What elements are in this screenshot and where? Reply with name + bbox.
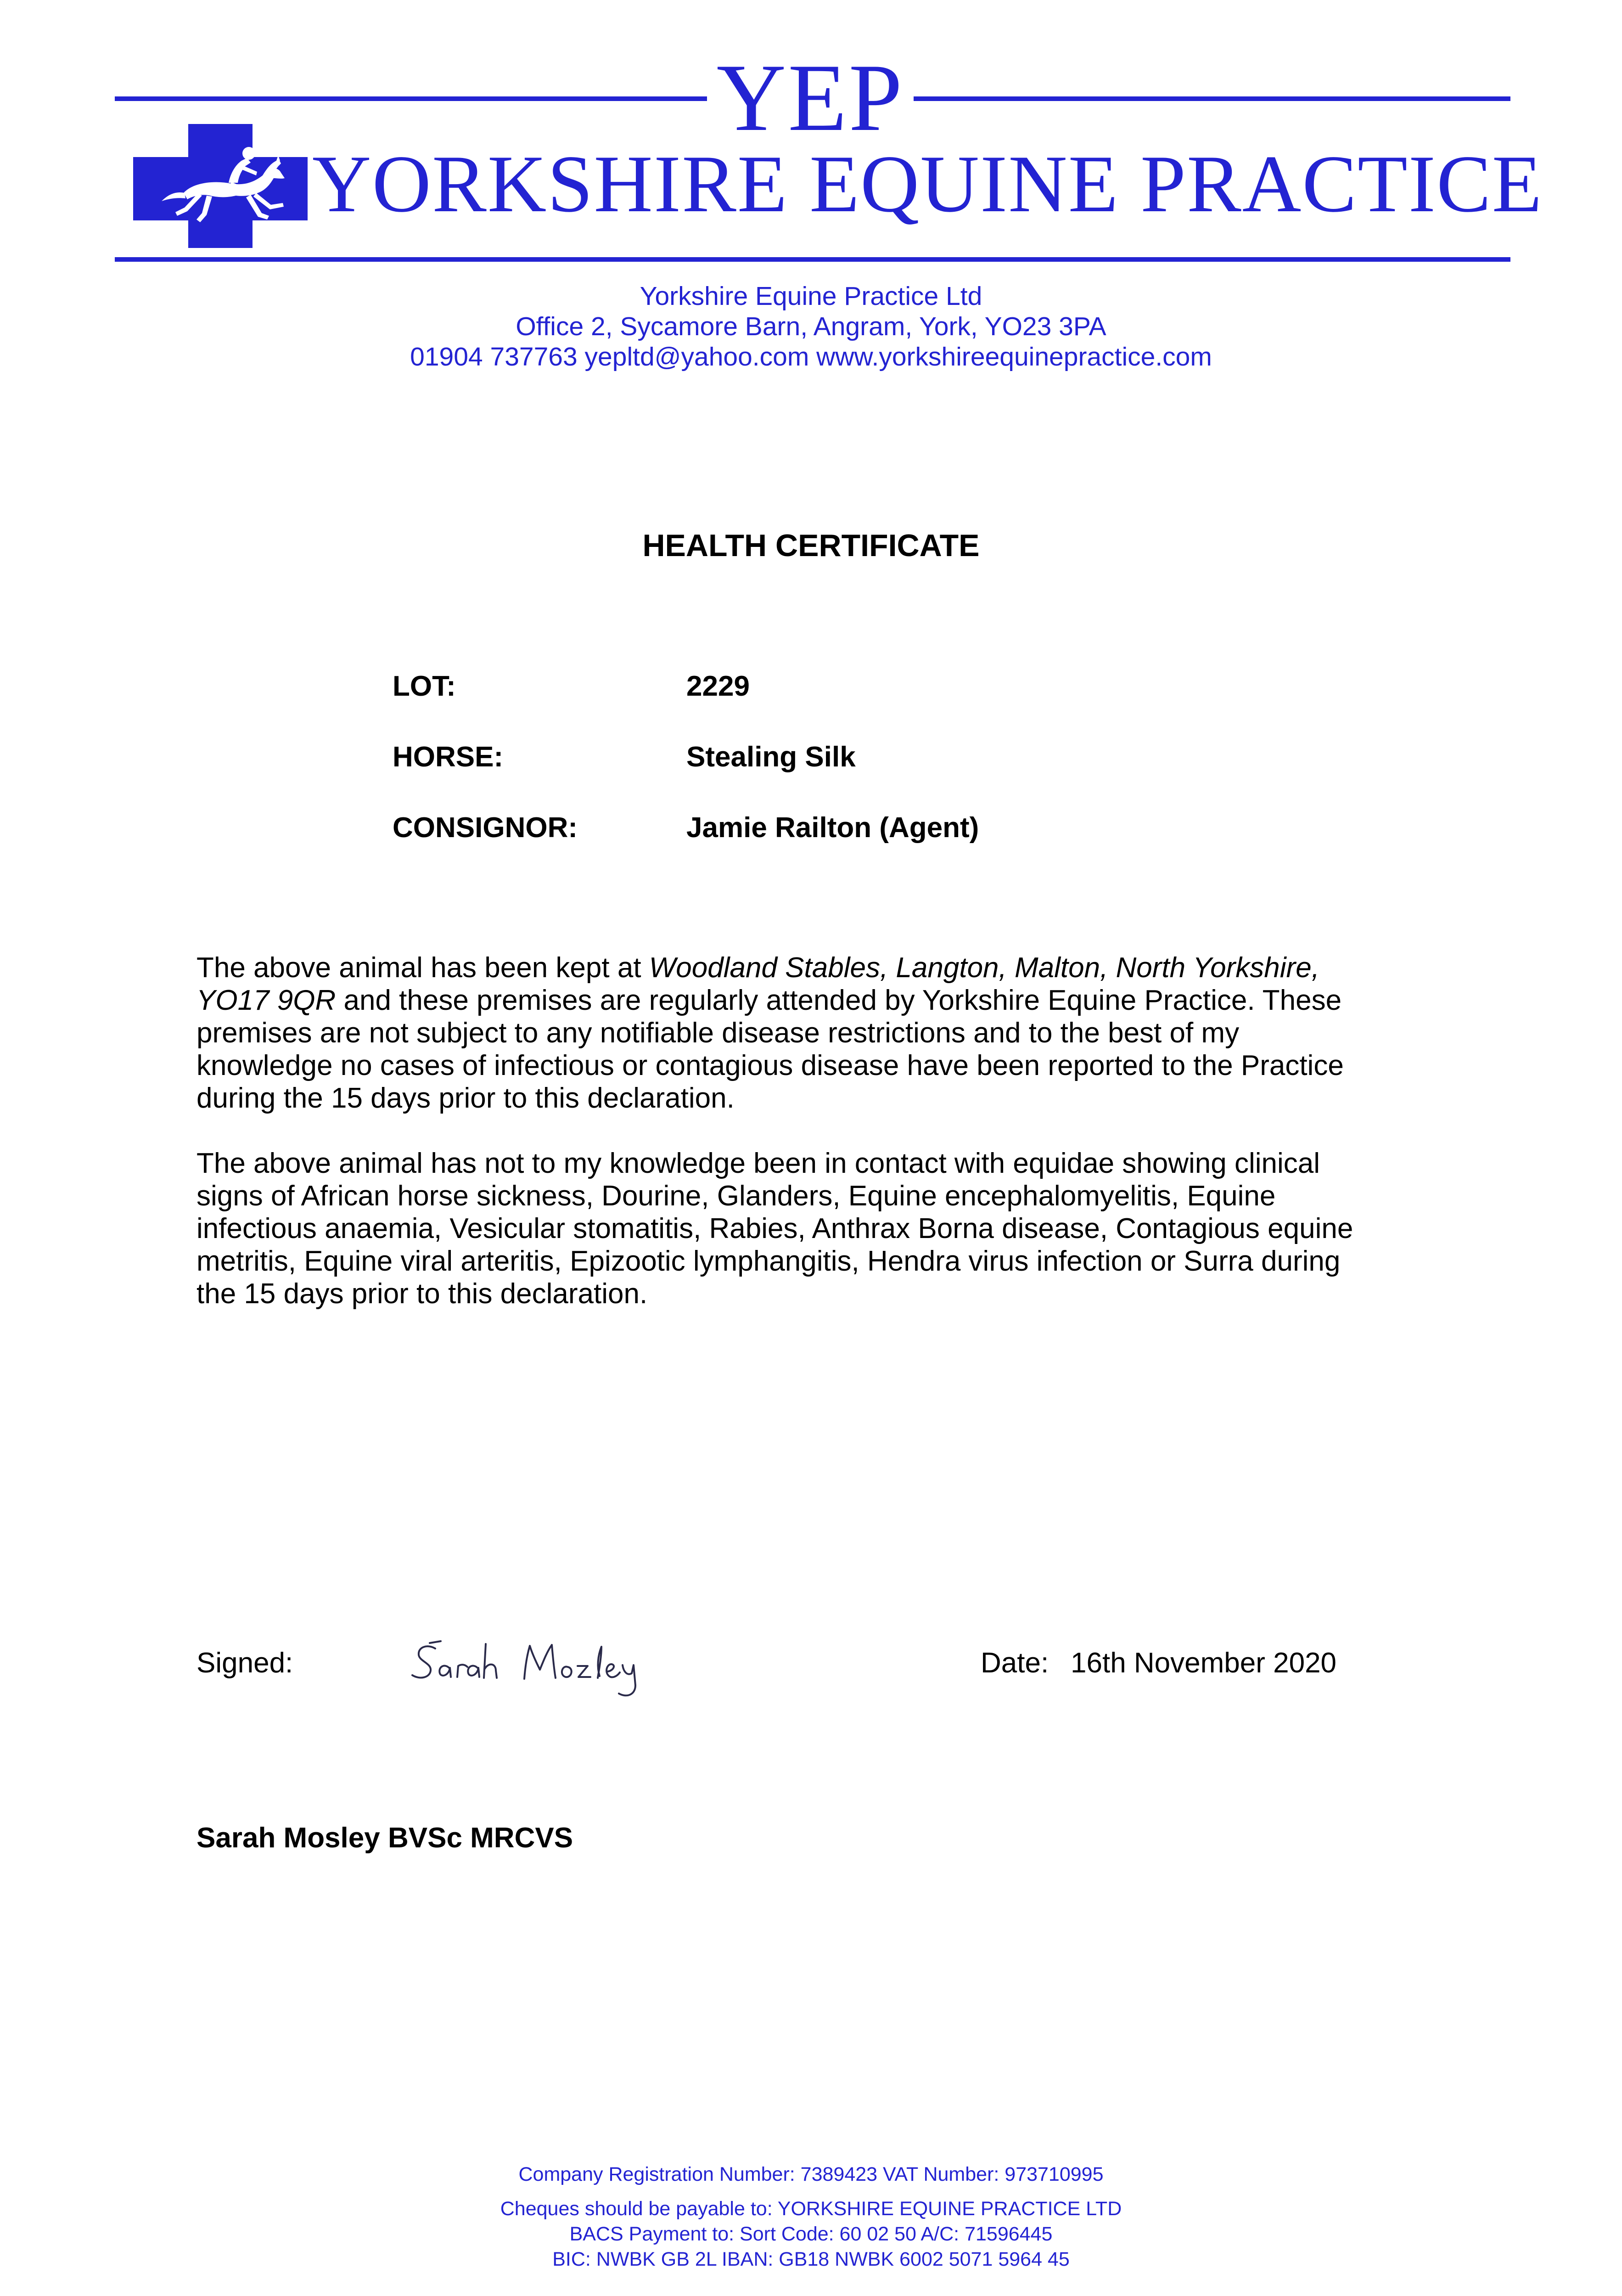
letterhead-practice-name: YORKSHIRE EQUINE PRACTICE <box>312 138 1543 229</box>
text-span: The above animal has been kept at <box>196 952 649 984</box>
footer-registration-line: Company Registration Number: 7389423 VAT Number: 973710995 <box>518 2163 1104 2185</box>
paragraph-line: infectious anaemia, Vesicular stomatitis, Rabies, Anthrax Borna disease, Contagious equine <box>196 1213 1353 1244</box>
letterhead-rule-top-right <box>914 96 1510 101</box>
consignor-label: CONSIGNOR: <box>393 812 578 844</box>
paragraph-line: the 15 days prior to this declaration. <box>196 1278 648 1310</box>
declaration-paragraph-diseases <box>196 1147 1436 1310</box>
vet-name: Sarah Mosley BVSc MRCVS <box>196 1822 573 1854</box>
paragraph-line <box>196 984 1436 1017</box>
letterhead-rule-top-left <box>115 96 707 101</box>
company-address: Office 2, Sycamore Barn, Angram, York, YO23 3PA <box>516 312 1106 341</box>
premises-address: Woodland Stables, Langton, Malton, North Yorkshire, <box>649 952 1319 984</box>
paragraph-line: signs of African horse sickness, Dourine, Glanders, Equine encephalomyelitis, Equine <box>196 1180 1276 1212</box>
paragraph-line: premises are not subject to any notifiable disease restrictions and to the best of my <box>196 1017 1240 1049</box>
paragraph-line <box>196 951 1436 984</box>
declaration-paragraph-premises <box>196 951 1436 1114</box>
paragraph-line: The above animal has not to my knowledge been in contact with equidae showing clinical <box>196 1148 1320 1179</box>
footer-iban-line: BIC: NWBK GB 2L IBAN: GB18 NWBK 6002 5071 5964 45 <box>552 2248 1070 2270</box>
detail-row-consignor <box>393 810 1448 880</box>
paragraph-line: knowledge no cases of infectious or contagious disease have been reported to the Practice <box>196 1050 1344 1081</box>
detail-row-horse <box>393 739 1448 810</box>
footer-payment <box>0 2196 1622 2272</box>
date-value: 16th November 2020 <box>1071 1647 1337 1679</box>
text-span: and these premises are regularly attended by Yorkshire Equine Practice. These <box>336 985 1342 1016</box>
premises-postcode: YO17 9QR <box>196 985 336 1016</box>
company-name: Yorkshire Equine Practice Ltd <box>640 281 982 311</box>
company-address-block <box>0 281 1622 372</box>
paragraph-line: during the 15 days prior to this declaration. <box>196 1082 735 1114</box>
lot-label: LOT: <box>393 670 456 702</box>
cross-with-horse-and-jockey-icon <box>133 124 308 248</box>
horse-label: HORSE: <box>393 741 504 773</box>
letterhead <box>0 0 1622 276</box>
footer-cheques-line: Cheques should be payable to: YORKSHIRE EQUINE PRACTICE LTD <box>500 2198 1122 2220</box>
footer-registration <box>0 2162 1622 2187</box>
lot-value: 2229 <box>686 670 750 702</box>
letterhead-rule-bottom <box>115 257 1510 262</box>
handwritten-signature <box>386 1616 698 1708</box>
letterhead-abbrev: YEP <box>716 45 904 151</box>
company-contact: 01904 737763 yepltd@yahoo.com www.yorkshireequinepractice.com <box>410 342 1212 371</box>
detail-row-lot <box>393 668 1448 739</box>
date-label: Date: <box>981 1647 1049 1679</box>
certificate-details <box>393 668 1448 880</box>
paragraph-line: metritis, Equine viral arteritis, Epizootic lymphangitis, Hendra virus infection or Surra during <box>196 1245 1341 1277</box>
consignor-value: Jamie Railton (Agent) <box>686 812 979 844</box>
horse-value: Stealing Silk <box>686 741 856 773</box>
footer-bacs-line: BACS Payment to: Sort Code: 60 02 50 A/C: 71596445 <box>569 2223 1053 2245</box>
declaration-text <box>196 951 1436 1310</box>
document-title: HEALTH CERTIFICATE <box>642 528 980 563</box>
signed-label: Signed: <box>196 1647 293 1679</box>
